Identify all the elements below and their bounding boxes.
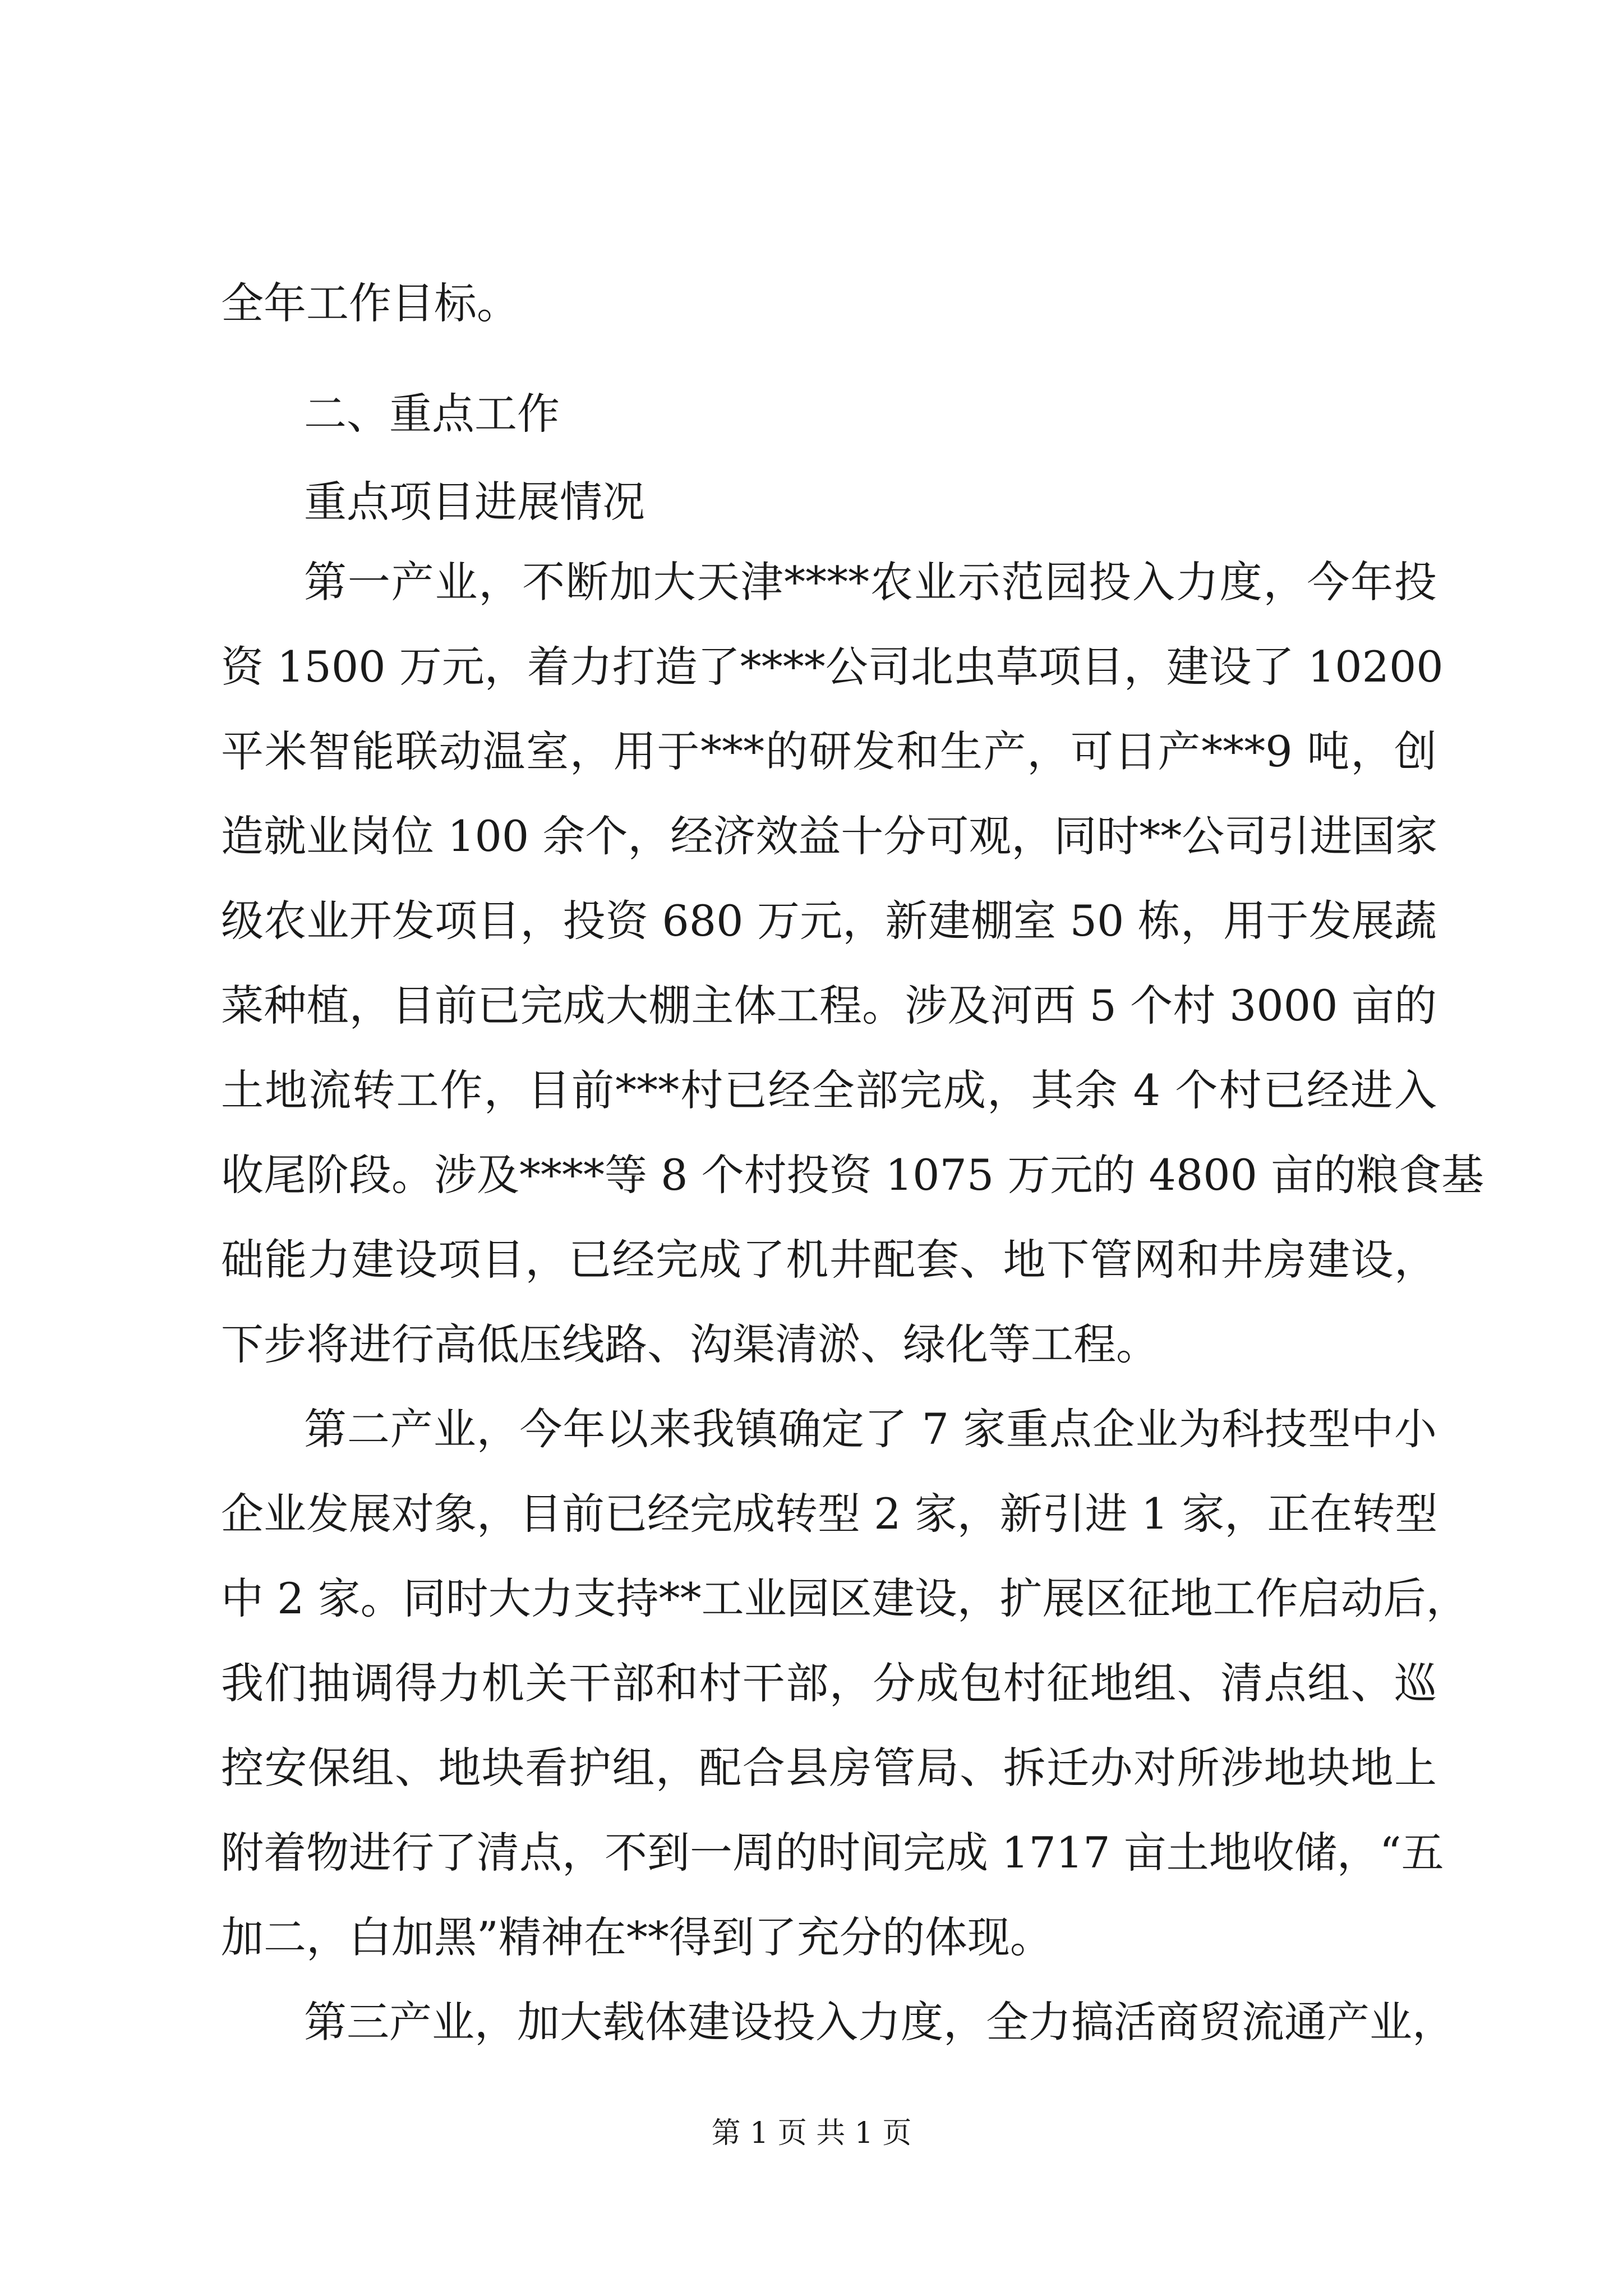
section-heading: 二、重点工作 xyxy=(304,389,560,439)
text-line: 级农业开发项目，投资 680 万元，新建棚室 50 栋，用于发展蔬 xyxy=(221,896,1437,946)
text-line: 加二，白加黑”精神在**得到了充分的体现。 xyxy=(221,1912,1053,1962)
text-line: 我们抽调得力机关干部和村干部，分成包村征地组、清点组、巡 xyxy=(221,1658,1437,1708)
text-line: 第一产业，不断加大天津****农业示范园投入力度，今年投 xyxy=(304,557,1437,607)
text-line: 全年工作目标。 xyxy=(221,278,519,328)
text-line: 第三产业，加大载体建设投入力度，全力搞活商贸流通产业， xyxy=(304,1997,1455,2047)
page-number-footer: 第 1 页 共 1 页 xyxy=(711,2116,912,2150)
text-line: 资 1500 万元，着力打造了****公司北虫草项目，建设了 10200 xyxy=(221,642,1444,692)
text-line: 附着物进行了清点，不到一周的时间完成 1717 亩土地收储，“五 xyxy=(221,1828,1444,1878)
subsection-heading: 重点项目进展情况 xyxy=(304,477,645,527)
text-line: 下步将进行高低压线路、沟渠清淤、绿化等工程。 xyxy=(221,1319,1159,1369)
text-line: 土地流转工作，目前***村已经全部完成，其余 4 个村已经进入 xyxy=(221,1065,1437,1115)
text-line: 平米智能联动温室，用于***的研发和生产，可日产***9 吨，创 xyxy=(221,726,1437,776)
text-line: 中 2 家。同时大力支持**工业园区建设，扩展区征地工作启动后， xyxy=(221,1573,1469,1623)
text-line: 企业发展对象，目前已经完成转型 2 家，新引进 1 家，正在转型 xyxy=(221,1489,1438,1539)
text-line: 控安保组、地块看护组，配合县房管局、拆迁办对所涉地块地上 xyxy=(221,1743,1437,1793)
text-line: 菜种植，目前已完成大棚主体工程。涉及河西 5 个村 3000 亩的 xyxy=(221,981,1437,1030)
text-line: 第二产业，今年以来我镇确定了 7 家重点企业为科技型中小 xyxy=(304,1404,1437,1454)
text-line: 收尾阶段。涉及****等 8 个村投资 1075 万元的 4800 亩的粮食基 xyxy=(221,1150,1484,1200)
text-line: 础能力建设项目，已经完成了机井配套、地下管网和井房建设， xyxy=(221,1235,1437,1285)
text-line: 造就业岗位 100 余个，经济效益十分可观，同时**公司引进国家 xyxy=(221,811,1438,861)
